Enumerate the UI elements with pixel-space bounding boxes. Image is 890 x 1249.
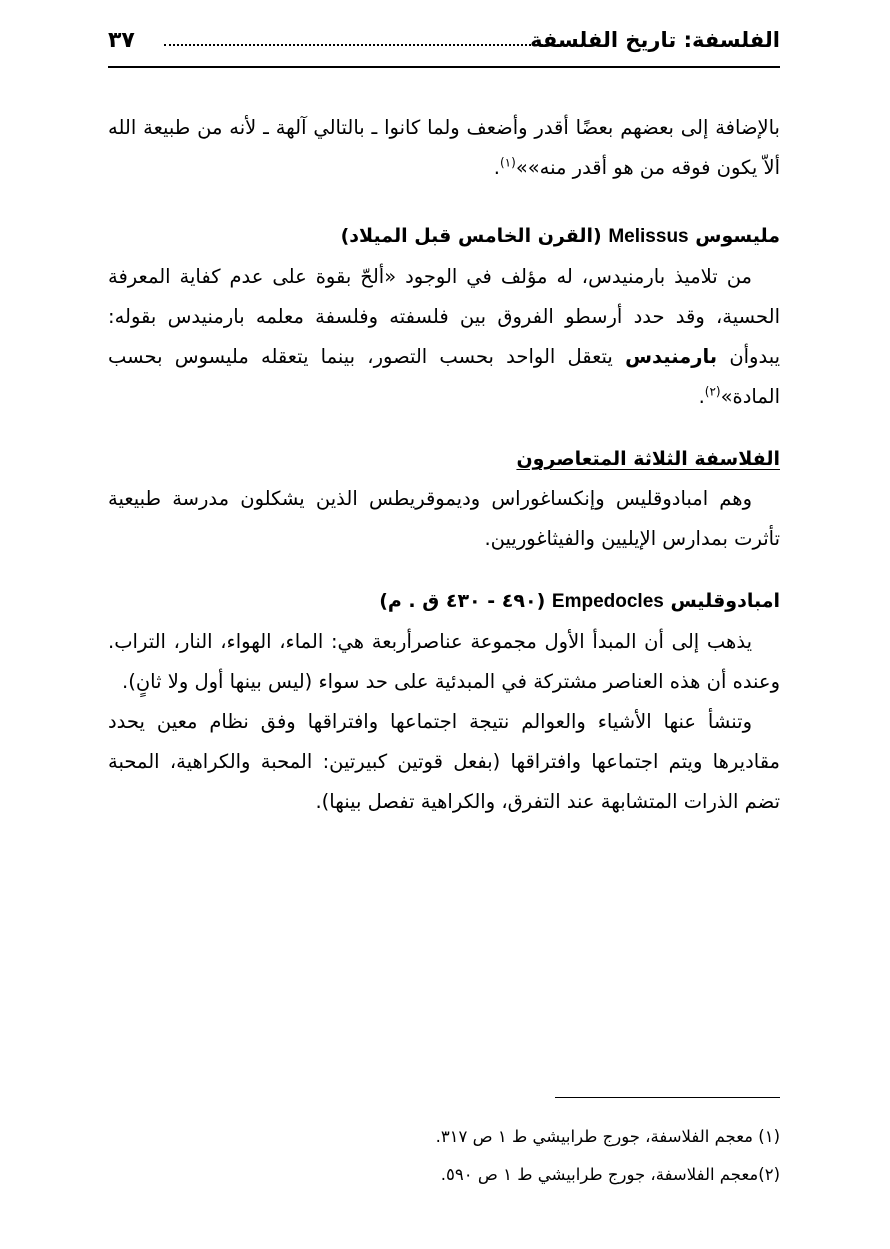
empedocles-paragraph-2: وتنشأ عنها الأشياء والعوالم نتيجة اجتماعها وافتراقها وفق نظام معين يحدد مقاديرها ويتم اجتماعها وافتراقها (بفعل قوتين كبيرتين: المحبة والكراهية، المحبة تضم الذرات المتشابهة عند التفرق، والكراهية تفصل بينها). [108, 710, 780, 813]
section-paragraph: وهم امبادوقليس وإنكساغوراس وديموقريطس الذين يشكلون مدرسة طبيعية تأثرت بمدارس الإيليين والفيثاغوريين. [108, 487, 780, 550]
section-heading: الفلاسفة الثلاثة المتعاصرون [516, 448, 780, 470]
melissus-name-ar: مليسوس [695, 225, 780, 247]
melissus-text-start: من تلاميذ بارمنيدس، له مؤلف في الوجود «ألحّ بقوة على عدم كفاية المعرفة الحسية، وقد حدد أرسطو الفروق بين فلسفته وفلسفة معلمه بارمنيدس بقوله: يبدوأن [108, 265, 781, 368]
melissus-paragraph [108, 257, 780, 417]
paragraph-continuation-end: . [493, 156, 500, 179]
footnote-2: (٢)معجم الفلاسفة، جورج طرابيشي ط ١ ص ٥٩٠. [440, 1165, 780, 1184]
melissus-period: (القرن الخامس قبل الميلاد) [340, 225, 602, 247]
empedocles-heading [108, 581, 780, 622]
running-header-title: الفلسفة: تاريخ الفلسفة [530, 28, 780, 52]
melissus-text-end: يتعقل الواحد بحسب التصور، بينما يتعقله مليسوس بحسب المادة» [108, 345, 780, 408]
footnote-1: (١) معجم الفلاسفة، جورج طرابيشي ط ١ ص ٣١٧. [435, 1127, 780, 1146]
paragraph-continuation [108, 108, 780, 188]
melissus-paragraph-end: . [698, 385, 705, 408]
header-dot-leader [164, 44, 575, 46]
melissus-bold-name: بارمنيدس [625, 345, 718, 368]
footnote-ref-1: (١) [499, 155, 516, 170]
page-number: ٣٧ [108, 28, 135, 53]
footnote-separator [555, 1097, 780, 1098]
empedocles-paragraph-1: يذهب إلى أن المبدأ الأول مجموعة عناصرأربعة هي: الماء، الهواء، النار، التراب. وعنده أن هذه العناصر مشتركة في المبدئية على حد سواء (ليس بينها أول ولا ثانٍ). [108, 630, 780, 693]
paragraph-continuation-text: بالإضافة إلى بعضهم بعضًا أقدر وأضعف ولما كانوا ـ بالتالي آلهة ـ لأنه من طبيعة الله ألاّ يكون فوقه من هو أقدر منه»» [108, 116, 780, 179]
running-header [108, 26, 780, 68]
melissus-heading [108, 216, 780, 257]
empedocles-period: (٤٩٠ - ٤٣٠ ق . م) [379, 590, 546, 612]
empedocles-name-latin: Empedocles [551, 591, 664, 612]
footnotes [108, 1118, 780, 1194]
melissus-name-latin: Melissus [608, 226, 689, 247]
empedocles-name-ar: امبادوقليس [670, 590, 780, 612]
footnote-ref-2: (٢) [704, 384, 721, 399]
page-body [108, 108, 780, 822]
